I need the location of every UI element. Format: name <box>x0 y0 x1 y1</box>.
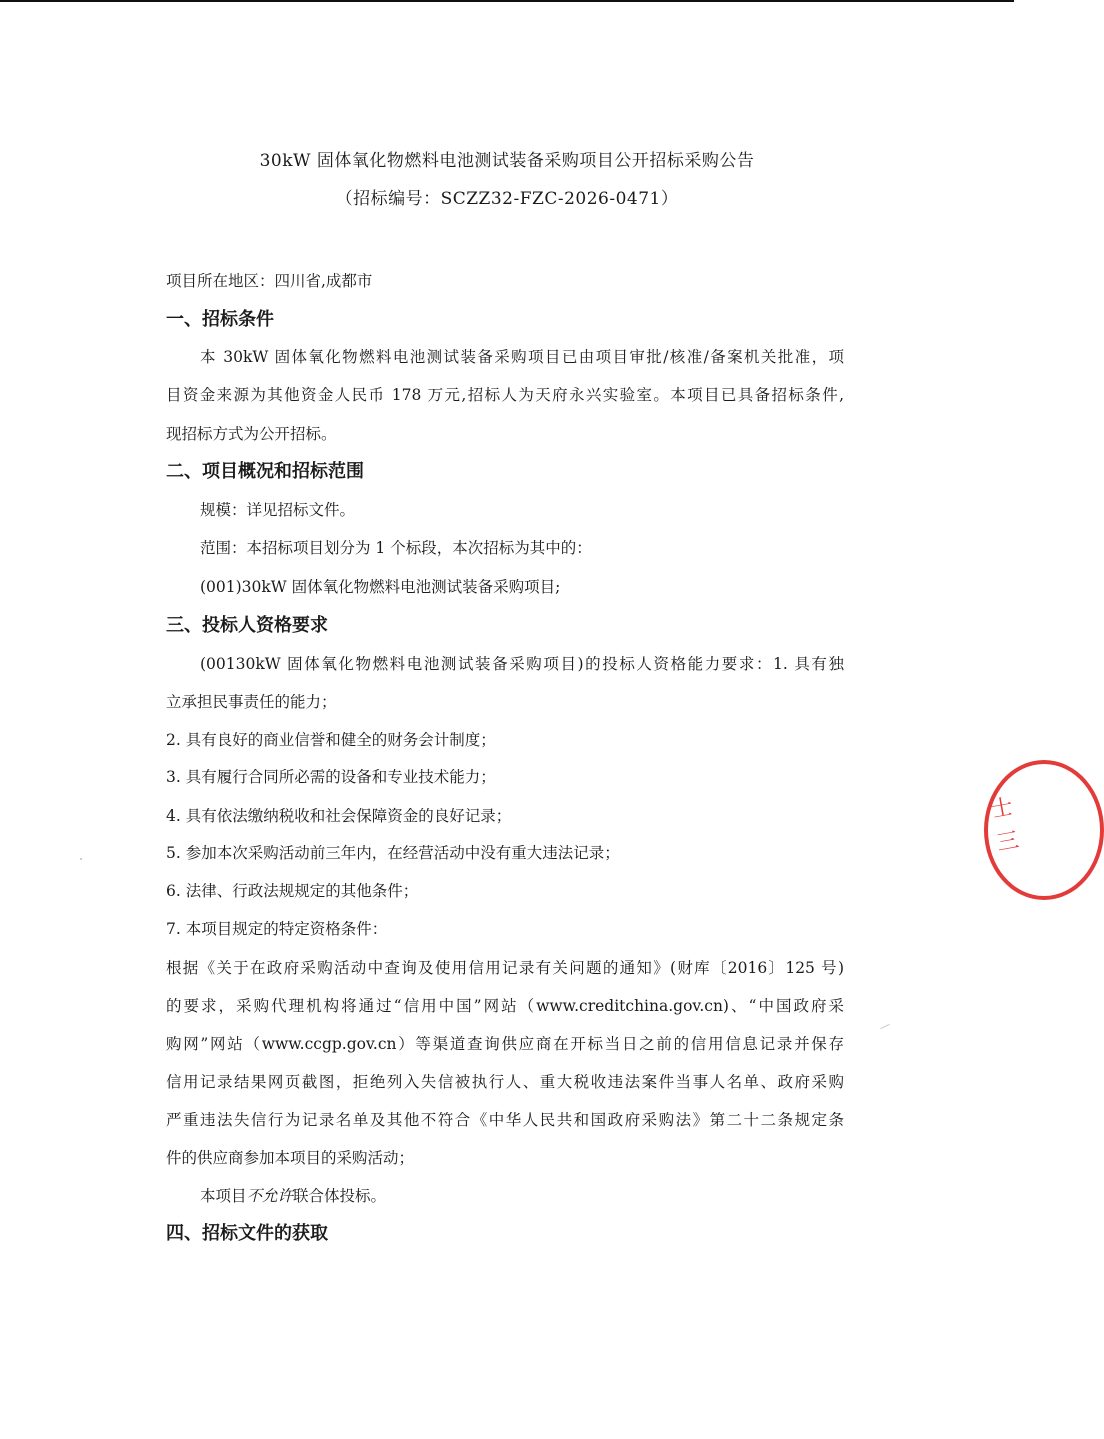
qualification-item: 6. 法律、行政法规规定的其他条件； <box>166 882 419 900</box>
document-title: 30kW 固体氧化物燃料电池测试装备采购项目公开招标采购公告 <box>259 151 755 171</box>
credit-line-2: 的要求，采购代理机构将通过“信用中国”网站（www.creditchina.gov.cn)、“中国政府采 <box>166 997 844 1015</box>
lot-item: (001)30kW 固体氧化物燃料电池测试装备采购项目; <box>200 578 561 596</box>
project-region: 项目所在地区：四川省,成都市 <box>166 272 373 290</box>
scan-speck <box>80 858 82 860</box>
section-1-line-3: 现招标方式为公开招标。 <box>166 425 337 443</box>
credit-line-4: 信用记录结果网页截图，拒绝列入失信被执行人、重大税收违法案件当事人名单、政府采购 <box>166 1073 844 1091</box>
qualification-item: 4. 具有依法缴纳税收和社会保障资金的良好记录； <box>166 807 512 825</box>
section-3-heading: 三、投标人资格要求 <box>166 615 328 636</box>
section-2-heading: 二、项目概况和招标范围 <box>166 461 364 482</box>
qualification-intro-1: (00130kW 固体氧化物燃料电池测试装备采购项目)的投标人资格能力要求：1. 具有独 <box>200 655 844 673</box>
consortium-prefix: 本项目 <box>200 1187 247 1205</box>
tender-number: （招标编号：SCZZ32-FZC-2026-0471） <box>335 189 679 209</box>
consortium-note <box>200 1186 386 1206</box>
qualification-item: 3. 具有履行合同所必需的设备和专业技术能力； <box>166 768 496 786</box>
qualification-intro-2: 立承担民事责任的能力； <box>166 693 337 711</box>
qualification-item: 5. 参加本次采购活动前三年内，在经营活动中没有重大违法记录； <box>166 844 620 862</box>
consortium-suffix: 联合体投标。 <box>293 1187 387 1205</box>
consortium-not-allowed: 不允许 <box>246 1187 294 1205</box>
credit-line-6: 件的供应商参加本项目的采购活动； <box>166 1149 415 1167</box>
project-scope: 范围：本招标项目划分为 1 个标段，本次招标为其中的： <box>200 539 592 557</box>
credit-line-3: 购网”网站（www.ccgp.gov.cn）等渠道查询供应商在开标当日之前的信用信息记录并保存 <box>166 1035 844 1053</box>
qualification-item: 7. 本项目规定的特定资格条件： <box>166 920 388 938</box>
official-seal-fragment <box>980 740 1021 920</box>
section-1-line-1: 本 30kW 固体氧化物燃料电池测试装备采购项目已由项目审批/核准/备案机关批准，项 <box>200 348 844 366</box>
section-1-line-2: 目资金来源为其他资金人民币 178 万元,招标人为天府永兴实验室。本项目已具备招标条件, <box>166 386 844 404</box>
seal-glyphs: 士 三 <box>988 794 1021 857</box>
scan-speck <box>880 1024 889 1029</box>
section-1-heading: 一、招标条件 <box>166 309 274 330</box>
credit-line-1: 根据《关于在政府采购活动中查询及使用信用记录有关问题的通知》(财库〔2016〕125 号) <box>166 959 844 977</box>
section-4-heading: 四、招标文件的获取 <box>166 1223 328 1244</box>
credit-line-5: 严重违法失信行为记录名单及其他不符合《中华人民共和国政府采购法》第二十二条规定条 <box>166 1111 844 1129</box>
project-scale: 规模：详见招标文件。 <box>200 501 356 519</box>
qualification-item: 2. 具有良好的商业信誉和健全的财务会计制度； <box>166 731 496 749</box>
